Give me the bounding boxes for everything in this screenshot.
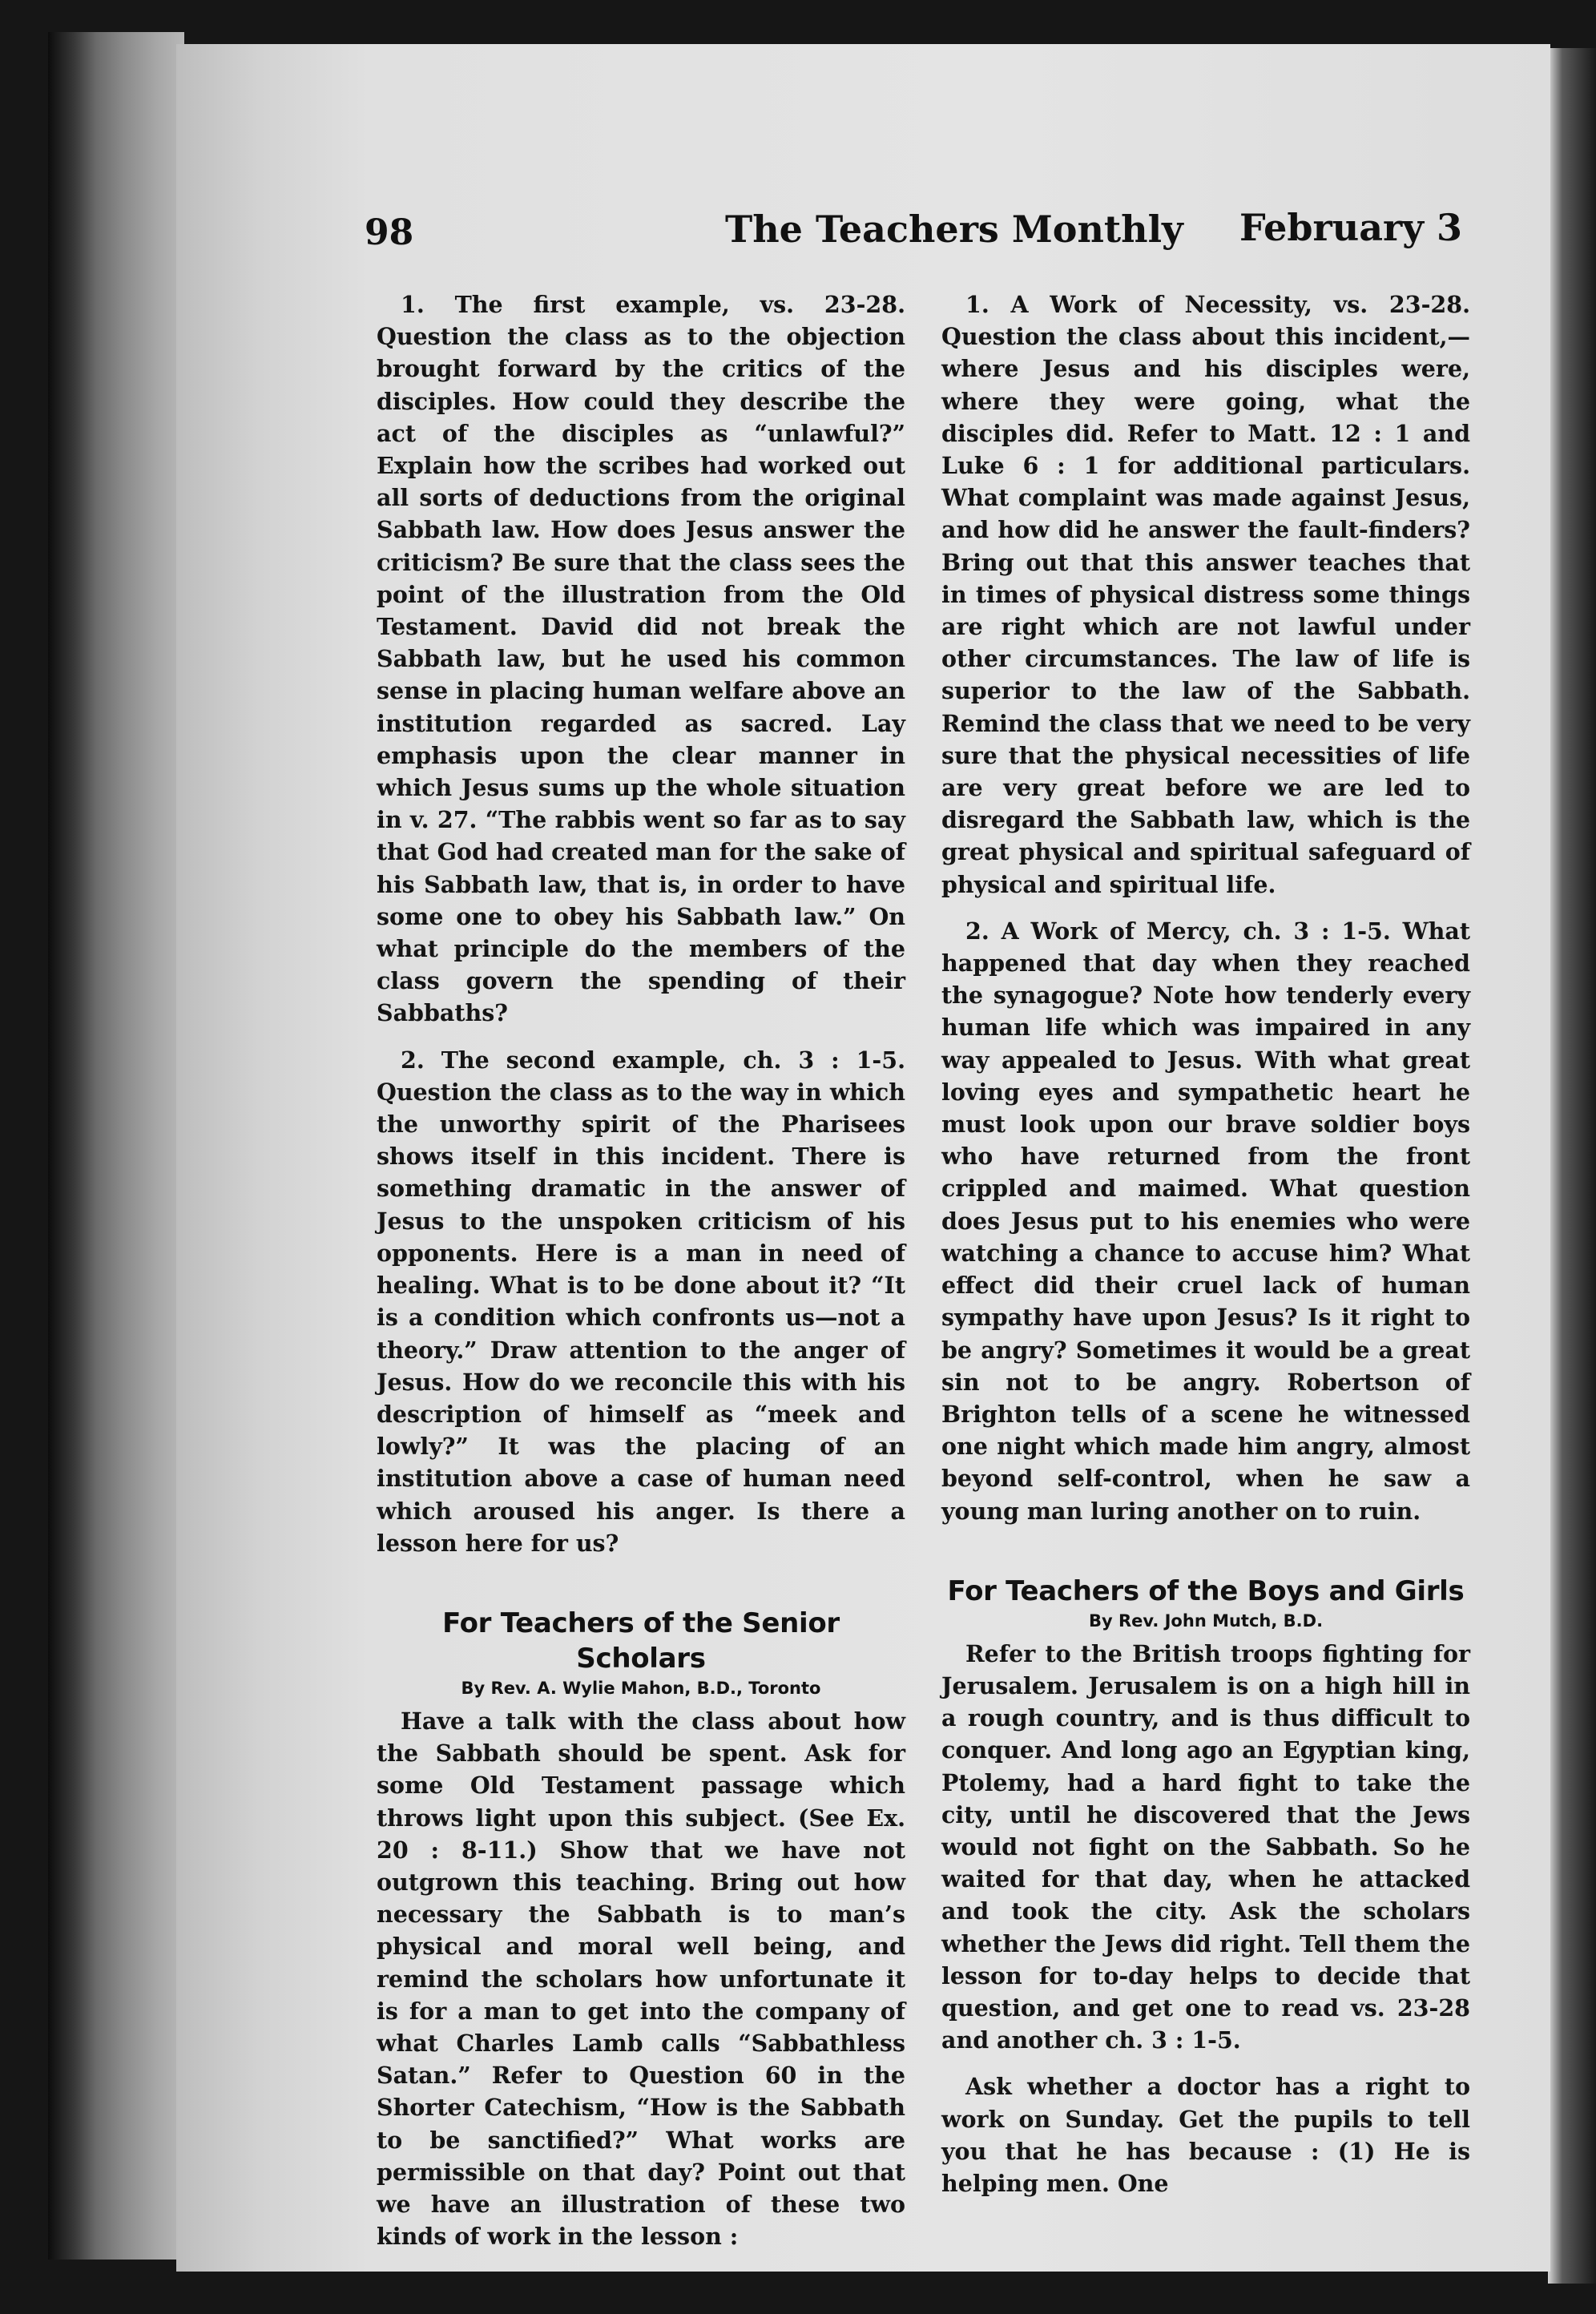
paragraph: 2. A Work of Mercy, ch. 3 : 1-5. What happened that day when they reached the synagogue? Note how tenderly every human life which was impaired in any way appealed to Jesus. With what great loving eyes and sympathetic heart he must look upon our brave soldier boys who have returned from the front crippled and maimed. What question does Jesus put to his enemies who were watching a chance to accuse him? What effect did their cruel lack of human sympathy have upon Jesus? Is it right to be angry? Sometimes it would be a great sin not to be angry. Robertson of Brighton tells of a scene he witnessed one night which made him angry, almost beyond self-control, when he saw a young man luring another on to ruin.	[941, 917, 1470, 1525]
paragraph: Refer to the British troops fighting for Jerusalem. Jerusalem is on a high hill in a rough country, and is thus difficult to conquer. And long ago an Egyptian king, Ptolemy, had a hard fight to take the city, until he discovered that the Jews would not fight on the Sabbath. So he waited for that day, when he attacked and took the city. Ask the scholars whether the Jews did right. Tell them the lesson for to-day helps to decide that question, and get one to read vs. 23-28 and another ch. 3 : 1-5.	[941, 1639, 1470, 2054]
page-header	[365, 206, 1462, 268]
section-heading: For Teachers of the Senior Scholars	[442, 1606, 840, 1675]
paragraph: 2. The second example, ch. 3 : 1-5. Question the class as to the way in which the unworthy spirit of the Pharisees shows itself in this incident. There is something dramatic in the answer of Jesus to the unspoken criticism of his opponents. Here is a man in need of healing. What is to be done about it? “It is a condition which confronts us—not a theory.” Draw attention to the anger of Jesus. How do we reconcile this with his description of himself as “meek and lowly?” It was the placing of an institution above a case of human need which aroused his anger. Is there a lesson here for us?	[377, 1046, 905, 1557]
page-number: 98	[365, 212, 414, 253]
section-heading: For Teachers of the Boys and Girls	[947, 1574, 1465, 1607]
paragraph: 1. The first example, vs. 23-28. Question the class as to the objection brought forward by the critics of the disciples. How could they describe the act of the disciples as “unlawful?” Explain how the scribes had worked out all sorts of deductions from the original Sabbath law. How does Jesus answer the criticism? Be sure that the class sees the point of the illustration from the Old Testament. David did not break the Sabbath law, but he used his common sense in placing human welfare above an institution regarded as sacred. Lay emphasis upon the clear manner in which Jesus sums up the whole situation in v. 27. “The rabbis went so far as to say that God had created man for the sake of his Sabbath law, that is, in order to have some one to obey his Sabbath law.” On what principle do the members of the class govern the spending of their Sabbaths?	[377, 291, 905, 1027]
paragraph: 1. A Work of Necessity, vs. 23-28. Question the class about this incident,—where Jesus and his disciples were, where they were going, what the disciples did. Refer to Matt. 12 : 1 and Luke 6 : 1 for additional particulars. What complaint was made against Jesus, and how did he answer the fault-finders? Bring out that this answer teaches that in times of physical distress some things are right which are not lawful under other circumstances. The law of life is superior to the law of the Sabbath. Remind the class that we need to be very sure that the physical necessities of life are very great before we are led to disregard the Sabbath law, which is the great physical and spiritual safeguard of physical and spiritual life.	[941, 291, 1470, 898]
paragraph: Have a talk with the class about how the Sabbath should be spent. Ask for some Old Testament passage which throws light upon this subject. (See Ex. 20 : 8-11.) Show that we have not outgrown this teaching. Bring out how necessary the Sabbath is to man’s physical and moral well being, and remind the scholars how unfortunate it is for a man to get into the company of what Charles Lamb calls “Sabbathless Satan.” Refer to Question 60 in the Shorter Catechism, “How is the Sabbath to be sanctified?” What works are permissible on that day? Point out that we have an illustration of these two kinds of work in the lesson :	[377, 1707, 905, 2251]
left-column	[377, 288, 905, 2252]
running-title: The Teachers Monthly	[725, 208, 1183, 251]
issue-date: February 3	[1239, 206, 1462, 249]
right-column	[941, 288, 1470, 2199]
paragraph: Ask whether a doctor has a right to work on Sunday. Get the pupils to tell you that he has because : (1) He is helping men. One	[941, 2073, 1470, 2197]
byline: By Rev. John Mutch, B.D.	[1088, 1611, 1324, 1631]
page-right-edge	[1548, 48, 1596, 2284]
book-spine-edge	[48, 32, 184, 2260]
byline: By Rev. A. Wylie Mahon, B.D., Toronto	[461, 1678, 821, 1698]
